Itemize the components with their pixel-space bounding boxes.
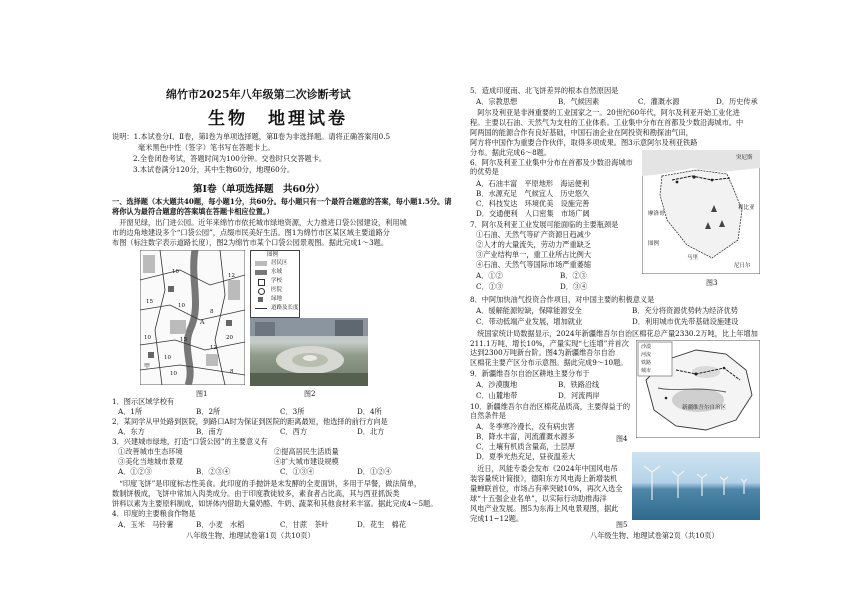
fig3-label: 尼日尔 [734,263,751,269]
figure-1-legend [250,250,300,318]
q3-stem: 3．兴建城市绿地，打造“口袋公园”的主要意义有 [112,437,268,446]
passage-line: 装容量统计简报》，德阳东方风电海上新增装机 [470,474,618,483]
note-line: 2.全卷闭卷考试，答题时间为100分钟。交卷时只交答题卡。 [133,154,327,163]
passage-line: 阿两国的能源合作有良好基础，中国石油企业在阿投资和勘探油气田， [470,128,693,137]
q9-stem: 9．新疆维吾尔自治区耕地主要分布于 [470,369,590,378]
q6-option-a: A．石油丰富 平原地形 海运便利 [476,179,590,188]
q1-option-c: C．3所 [280,407,305,416]
fig4-legend-item: 城市 [641,368,652,374]
legend-item: 医院 [271,287,283,293]
passage-line: 开窗见绿，出门进公园。近年来绵竹市依托城市绿地资源，大力推进口袋公园建设，利用城 [112,218,407,227]
q3-option-d: D．①②④ [357,467,392,476]
q4-option-a: A．玉米 马铃薯 [118,520,174,529]
legend-title: 图例 [267,252,279,258]
fig3-legend-title: 图例 [648,241,660,247]
q7-option-a: A．①② [476,271,503,280]
figure-4-map [636,340,760,438]
road-number: 10 [144,335,151,341]
q5-option-c: C．灌溉水源 [638,97,680,106]
passage-line: 211.1万吨，增长10%，产量实现“七连增”并首次达到2300万吨新台阶。图4为新疆维吾尔自治 [470,339,629,358]
q8-option-d: D．利用城市优先带基础设施建设 [632,317,739,326]
passage-line: 饼料以素为主要原料制成，如饼体内借助大量奶酪、牛奶、蔬菜和其他食材来丰富。据此完成4～5题。 [112,499,438,508]
legend-item: 道路及长度 [271,305,299,311]
note-line: 3.本试卷满分120分，其中生物60分，地理60分。 [133,165,295,174]
passage-line: 布图（标注数字表示道路长度），图2为绵竹市某个口袋公园景观图。据此完成1～3题。 [112,238,389,247]
passage-line: 量蝉联首位，市场占有率突破10%，再次入选全 [470,484,623,493]
figure-3-caption: 图3 [706,279,718,287]
q6-option-d: D．交通便利 人口密集 市场广阔 [476,209,590,218]
fig4-place-label: 新疆维吾尔自治区 [682,405,727,411]
passage-line: 球“十五强企业名单”，以实际行动助推海洋 [470,494,607,503]
passage-line: 数制饼极成，飞饼中常加入肉类成分。由于印度教徒较多，素食者占比高，其与西亚抓饭类 [112,489,400,498]
passage-line: 程。主要以石油、天然气为支柱的工业体系。工业集中分布在首都及少数沿海城市。中 [470,118,744,127]
q9-option-a: A．沙漠腹地 [476,380,518,389]
q3-option-c: C．①③④ [280,467,315,476]
note-line: 毫米黑色中性（签字）笔书写在答题卡上。 [138,143,275,152]
passage-line: 完成11~12题。 [470,514,524,523]
figure-2-caption: 图2 [304,390,316,398]
road-number: 12 [228,273,235,279]
q7-item: ①石油、天然气等矿产资源日趋减少 [476,230,592,239]
subject-title: 生物 地理试卷 [208,109,348,129]
q4-stem: 4．印度的主要粮食作物是 [112,509,196,518]
figure-4-caption: 图4 [616,435,628,443]
q7-item: ④石油、天然气等国际市场严重萎缩 [476,260,592,269]
passage-line: 阿方将中国作为重要合作伙伴，取得多项成果。图3示意阿尔及利亚铁路 [470,138,698,147]
legend-item: 居民区 [271,260,288,266]
q2-option-b: B．南方 [196,427,223,436]
q5-option-d: D．历史传承 [716,97,758,106]
fig4-legend-item: 沙漠 [641,344,652,350]
q10-option-a: A．冬季寒冷漫长，没有病虫害 [476,422,575,431]
exam-title: 绵竹市2025年八年级第二次诊断考试 [166,88,351,101]
q10-option-b: B．降水丰富，河流灌溉水源多 [476,432,575,441]
q7-option-d: D．③④ [560,282,588,291]
q6-option-c: C．科技发达 环境优美 设施完善 [476,199,590,208]
q1-option-d: D．4所 [357,407,382,416]
fig4-legend-item: 河流 [641,352,652,358]
road-number: 20 [226,335,233,341]
passage-line: 市的边角地建设多个“口袋公园”，点缀市民美好生活。图1为绵竹市区某区域主要道路分 [112,228,390,237]
q3-item: ②提高居民生活质量 [274,447,339,456]
q2-option-d: D．北方 [357,427,385,436]
q8-option-b: B．充分将资源优势转为经济优势 [632,306,738,315]
q8-stem: 8．中阿加快油气投资合作项目，对中国主要的积极意义是 [470,295,655,304]
q7-option-c: C．①③ [476,282,504,291]
q6-option-b: B．水源充足 气候宜人 历史悠久 [476,189,590,198]
road-number: 10 [170,371,177,377]
q8-option-c: C．带动低端产业发展，增加就业 [476,317,583,326]
road-number: 8 [230,369,234,375]
q7-option-b: B．②③ [560,271,587,280]
passage-line: 区棉花主要产区分布示意图。据此完成9～10题。 [470,358,628,367]
road-number: 8 [210,309,214,315]
fig4-legend-item: 铁路 [641,360,652,366]
q4-option-d: D．花生 棉花 [357,520,406,529]
q10-option-c: C．土壤有机质含量高，土层厚 [476,442,575,451]
note-line: 说明：1.本试卷分Ⅰ、Ⅱ卷，第Ⅰ卷为单项选择题，第Ⅱ卷为非选择题。请将正确答案用0.5 [112,132,391,141]
road-number: 10 [164,355,171,361]
q6-stem: 6．阿尔及利亚工业集中分布在首都及少数沿海城市的优势是 [470,158,633,177]
passage-line: 统国家统计局数据显示，2024年新疆维吾尔自治区棉花总产量2330.2万吨，比上年增加 [470,329,758,338]
road-number: 15 [146,299,153,305]
passage-line: 阿尔及利亚是非洲重要的工业国家之一。20世纪60年代，阿尔及利亚开始工业化进 [470,108,740,117]
q3-item: ③美化当地城市景观 [118,457,183,466]
road-number: 10 [178,303,185,309]
q3-item: ④扩大城市建设规模 [274,457,339,466]
fig3-label: 摩洛哥 [648,211,665,217]
q4-option-b: B．小麦 水稻 [196,520,245,529]
q1-stem: 1．图示区域学校有 [112,397,175,406]
q9-option-d: D．河流两岸 [558,391,600,400]
instruction-line: 一、选择题（本大题共40题，每小题1分，共60分。每小题只有一个最符合题意的答案，每小题1.5分。请 [112,197,452,206]
q3-option-b: B．②③④ [196,467,231,476]
footer-left: 八年级生物、地理试卷第1页（共10页） [186,531,315,540]
fig1-mark-a: A [200,319,205,326]
q5-option-b: B．气候因素 [558,97,600,106]
q5-option-a: A．宗教思想 [476,97,518,106]
q8-option-a: A．缓解能源短缺，保障能源安全 [476,306,582,315]
fig1-mark-jia: 甲 [144,363,151,370]
figure-1-caption: 图1 [196,390,208,398]
q7-item: ③产业结构单一，重工业所占比例大 [476,250,592,259]
passage-line: “印度飞饼”是印度标志性美食。此印度的手抛饼是未发酵的全麦面饼，多用于早餐，做法简单， [112,479,422,488]
q3-option-a: A．①②③ [118,467,152,476]
q2-option-c: C．西方 [280,427,308,436]
fig3-label: 突尼斯 [736,155,753,161]
figure-5-photo [632,452,760,520]
instruction-line: 将你认为最符合题意的答案填在答题卡相应位置。） [112,207,274,216]
legend-item: 绿地 [271,296,283,302]
q10-option-d: D．夏季光热充足，昼夜温差大 [476,452,576,461]
passage-line: 风电产业发展。图5为东海上风电景观图，据此 [470,504,619,513]
footer-right: 八年级生物、地理试卷第2页（共10页） [590,531,719,540]
road-number: 15 [180,337,187,343]
q1-option-b: B．2所 [196,407,221,416]
figure-2-photo [250,318,368,386]
q7-stem: 7．阿尔及利亚工业发展可能面临的主要瓶颈是 [470,220,619,229]
q2-option-a: A．东方 [118,427,145,436]
q1-option-a: A．1所 [118,407,143,416]
passage-line: 分布。据此完成6～8题。 [470,148,552,157]
q10-stem: 10．新疆维吾尔自治区棉花品质高，主要得益于的自然条件是 [470,402,631,421]
q2-stem: 2．某同学从甲处路到医院，到路口A时为保证到医院的距离最短，他选择的前行方向是 [112,417,388,426]
legend-item: 学校 [271,278,283,284]
figure-1-map [140,250,245,385]
q4-option-c: C．甘蔗 茶叶 [280,520,329,529]
q7-item: ②人才的大量流失，劳动力严重缺乏 [476,240,592,249]
q9-option-c: C．山麓地带 [476,391,518,400]
q5-stem: 5．造成印度南、北飞饼差异的根本自然原因是 [470,86,619,95]
fig3-label: 利比亚 [738,205,755,211]
legend-item: 水域 [271,269,283,275]
section-title: 第Ⅰ卷（单项选择题 共60分） [193,184,325,195]
passage-line: 近日，风能专委会发布《2024年中国风电吊 [470,464,618,473]
q3-item: ①改善城市生态环境 [118,447,183,456]
figure-3-map [642,150,760,274]
q9-option-b: B．铁路沿线 [558,380,600,389]
figure-5-caption: 图5 [616,521,628,529]
road-number: 10 [172,269,179,275]
fig3-label: 马里 [687,255,699,261]
road-number: 12 [210,345,217,351]
